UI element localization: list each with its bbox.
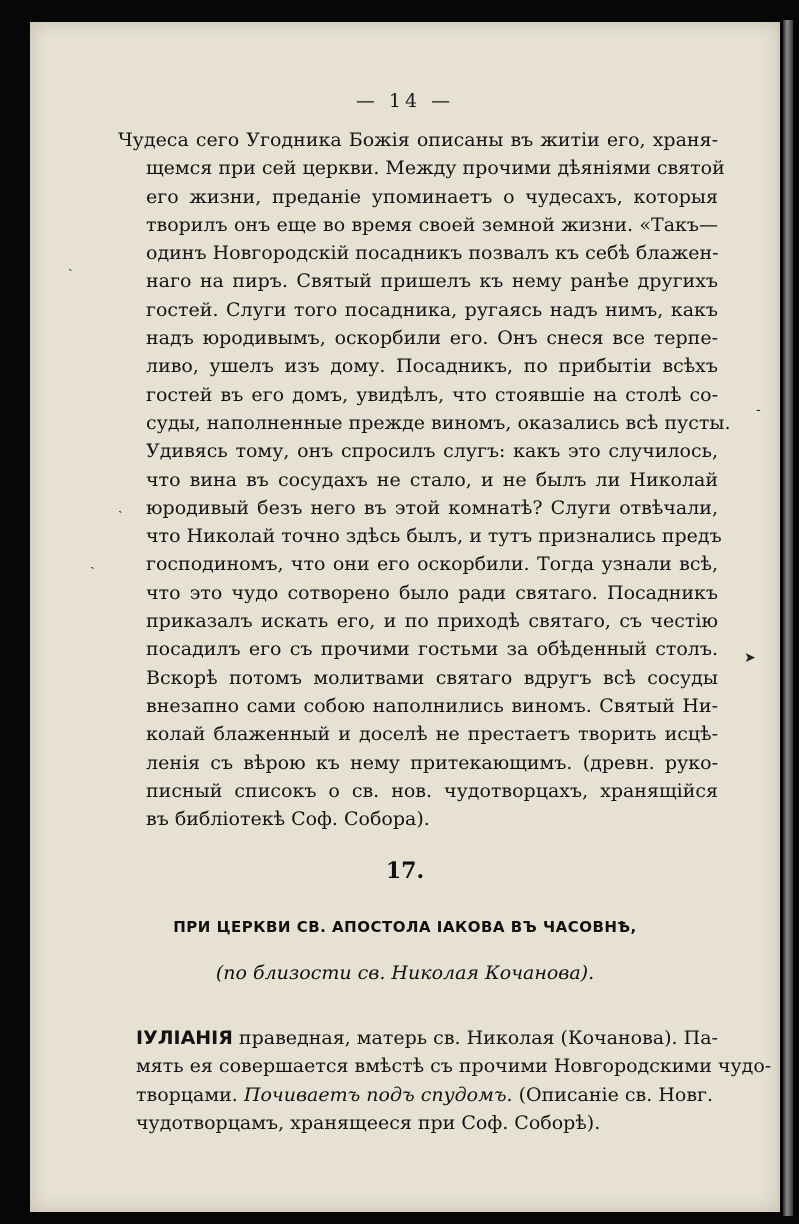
entry-line	[136, 1081, 714, 1109]
ink-speck: ˎ	[118, 498, 123, 514]
paragraph-line: его жизни, преданіе упоминаетъ о чудесахъ, которыя	[146, 185, 718, 208]
entry-text: творцами.	[136, 1083, 244, 1106]
paragraph-line: приказалъ искать его, и по приходѣ святаго, съ честію	[146, 610, 718, 633]
paragraph-line: суды, наполненные прежде виномъ, оказались всѣ пусты.	[146, 411, 731, 434]
paragraph-line: что это чудо сотворено было ради святаго. Посадникъ	[146, 581, 718, 604]
paragraph-line: Чудеса сего Угодника Божія описаны въ житіи его, храня-	[118, 129, 718, 151]
ink-speck: ➤	[744, 650, 756, 666]
entry-text: (Описаніе св. Новг.	[512, 1083, 714, 1106]
paragraph-line: гостей. Слуги того посадника, ругаясь надъ нимъ, какъ	[146, 298, 718, 321]
section-number: 17.	[385, 858, 425, 884]
paragraph-line: Удивясь тому, онъ спросилъ слугъ: какъ это случилось,	[146, 440, 718, 463]
paragraph-line: внезапно сами собою наполнились виномъ. Святый Ни-	[146, 694, 718, 717]
entry-emphasis: Почиваетъ подъ спудомъ.	[243, 1083, 513, 1106]
paragraph-line: надъ юродивымъ, оскорбили его. Онъ снеся все терпе-	[146, 327, 718, 350]
entry-line: чудотворцамъ, хранящееся при Соф. Соборѣ).	[136, 1111, 601, 1134]
paragraph-line: одинъ Новгородскій посадникъ позвалъ къ себѣ блажен-	[146, 242, 719, 265]
book-page	[30, 22, 780, 1212]
paragraph-line: что Николай точно здѣсь былъ, и тутъ признались предъ	[146, 525, 722, 548]
section-subheading: (по близости св. Николая Кочанова).	[215, 962, 595, 984]
paragraph-line: гостей въ его домъ, увидѣлъ, что стоявшіе на столѣ со-	[146, 383, 718, 406]
ink-speck: ˎ	[68, 256, 73, 272]
paragraph-line: въ библіотекѣ Соф. Собора).	[146, 808, 430, 831]
ink-speck: -	[756, 402, 761, 418]
paragraph-line: писный списокъ о св. нов. чудотворцахъ, хранящійся	[146, 779, 718, 802]
paragraph-line: ленія съ вѣрою къ нему притекающимъ. (древн. руко-	[146, 751, 718, 774]
paragraph-line: ливо, ушелъ изъ дому. Посадникъ, по прибытіи всѣхъ	[146, 355, 718, 378]
entry-text: праведная, матерь св. Николая (Кочанова). Па-	[232, 1027, 718, 1049]
entry-line	[136, 1024, 718, 1052]
paragraph-line: господиномъ, что они его оскорбили. Тогда узнали всѣ,	[146, 553, 718, 576]
paragraph-line: юродивый безъ него въ этой комнатѣ? Слуги отвѣчали,	[146, 496, 718, 519]
ink-speck: ˎ	[90, 554, 95, 570]
main-paragraph	[118, 126, 731, 833]
paragraph-line: колай блаженный и доселѣ не престаетъ творить исцѣ-	[146, 723, 718, 746]
entry-line: мять ея совершается вмѣстѣ съ прочими Новгородскими чудо-	[136, 1055, 772, 1078]
paragraph-line: Вскорѣ потомъ молитвами святаго вдругъ всѣ сосуды	[146, 666, 718, 689]
paragraph-line: творилъ онъ еще во время своей земной жизни. «Такъ—	[146, 213, 718, 236]
adjacent-page-edge	[783, 20, 793, 1216]
paragraph-line: что вина въ сосудахъ не стало, и не былъ ли Николай	[146, 468, 718, 491]
paragraph-line: наго на пиръ. Святый пришелъ къ нему ранѣе другихъ	[146, 270, 718, 293]
paragraph-line: щемся при сей церкви. Между прочими дѣяніями святой	[146, 157, 725, 180]
section-heading: ПРИ ЦЕРКВИ СВ. АПОСТОЛА ІАКОВА ВЪ ЧАСОВНѢ,	[173, 918, 637, 936]
saint-entry	[136, 1024, 772, 1137]
paragraph-line: посадилъ его съ прочими гостьми за обѣденный столъ.	[146, 638, 718, 661]
entry-name: ІУЛІАНІЯ	[136, 1027, 233, 1049]
page-number: — 14 —	[355, 90, 455, 112]
